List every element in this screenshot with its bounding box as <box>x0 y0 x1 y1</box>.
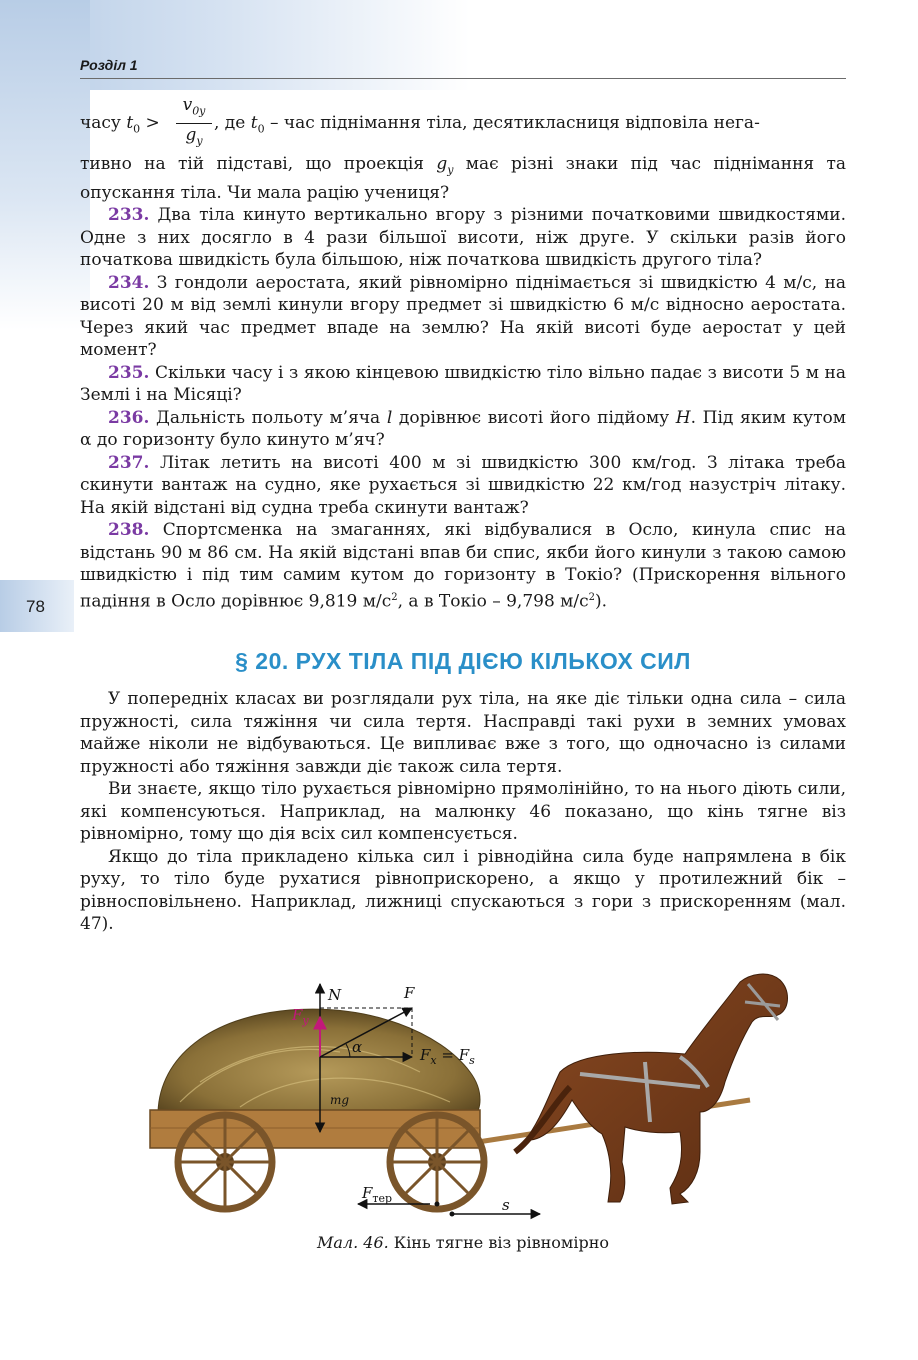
paragraph: Якщо до тіла прикладено кілька сил і рівнодійна сила буде напрямлена в бік руху, то тіло буде рухатися рівноприскорено, а якщо у протилежний бік – рівносповільнено. Наприклад, лижниці спускаються з гори з прискоренням (мал. 47). <box>80 846 846 934</box>
problems-block <box>80 153 846 613</box>
problem-number: 236. <box>108 407 150 428</box>
label-n: N <box>328 986 342 1004</box>
problem-232-continuation: тивно на тій підставі, що проекція $g_y$ має різні знаки під час піднімання та опускання тіла. Чи мала рацію учениця? <box>80 154 846 203</box>
label-fx-eq-fs: $F_x = F_s$ <box>420 1046 475 1067</box>
body-text <box>80 688 846 936</box>
formula-rest: , де $t_0$ – час піднімання тіла, десятикласниця відповіла нега- <box>214 113 760 136</box>
figure-46 <box>140 962 800 1232</box>
fraction-denominator: $g_y$ <box>185 125 203 148</box>
header-rule <box>80 78 846 79</box>
cart-wheel-rear <box>178 1115 272 1209</box>
label-mg: mg <box>330 1093 350 1107</box>
label-s: s <box>502 1196 510 1214</box>
horse-cart-illustration <box>140 962 800 1232</box>
label-fy: $F_y$ <box>292 1006 309 1027</box>
problem-237: 237. Літак летить на висоті 400 м зі швидкістю 300 км/год. З літака треба скинути вантаж на судно, яке рухається зі швидкістю 22 км/год назустріч літаку. На якій відстані від судна треба скинути вантаж? <box>80 452 846 518</box>
problem-238: 238. Спортсменка на змаганнях, які відбувалися в Осло, кинула спис на відстань 90 м 86 см. На якій відстані впав би спис, якби його кинули з такою самою швидкістю і під тим самим кутом до горизонту в Токіо? (Прискорення вільного падіння в Осло дорівнює 9,819 $м/с^2$, а в Токіо – 9,798 $м/с^2$). <box>80 520 846 612</box>
label-f-friction: $F_{тер}$ <box>362 1184 393 1205</box>
paragraph: Ви знаєте, якщо тіло рухається рівномірно прямолінійно, то на нього діють сили, які компенсуються. Наприклад, на малюнку 46 показано, що кінь тягне віз рівномірно, тому що дія всіх сил компенсується. <box>80 779 846 844</box>
horse <box>515 974 788 1204</box>
figure-caption: Мал. 46. Кінь тягне віз рівномірно <box>316 1233 610 1252</box>
fraction-numerator: $v_{0y}$ <box>182 95 206 118</box>
label-alpha: α <box>352 1038 363 1056</box>
fraction-bar <box>176 123 212 124</box>
cart-wheel-front <box>390 1115 484 1209</box>
paragraph: У попередніх класах ви розглядали рух тіла, на яке діє тільки одна сила – сила пружності, сила тяжіння чи сила тертя. Насправді такі рухи в земних умовах майже ніколи не відбуваються. Це випливає вже з того, що одночасно із силами пружності або тяжіння завжди діє також сила тертя. <box>80 689 846 777</box>
problem-236: 236. Дальність польоту м’яча l дорівнює висоті його підйому H. Під яким кутом α до горизонту було кинуто м’яч? <box>80 407 846 451</box>
page-number: 78 <box>26 597 45 616</box>
problem-233: 233. Два тіла кинуто вертикально вгору з різними початковими швидкостями. Одне з них досягло в 4 рази більшої висоти, ніж друге. У скільки разів його початкова швидкість була більшою, ніж початкова швидкість другого тіла? <box>80 205 846 271</box>
side-gradient <box>0 0 90 330</box>
problem-number: 237. <box>108 452 150 473</box>
problem-235: 235. Скільки часу і з якою кінцевою швидкістю тіло вільно падає з висоти 5 м на Землі і на Місяці? <box>80 362 846 406</box>
section-label: Розділ 1 <box>80 57 138 73</box>
section-heading: § 20. РУХ ТІЛА ПІД ДІЄЮ КІЛЬКОХ СИЛ <box>235 648 691 674</box>
formula-prefix: часу $t_0$ > <box>80 113 160 136</box>
formula-line <box>80 95 846 151</box>
label-f: F <box>404 984 415 1002</box>
problem-number: 238. <box>108 520 150 541</box>
problem-number: 234. <box>108 272 150 293</box>
problem-number: 233. <box>108 205 150 226</box>
problem-234: 234. З гондоли аеростата, який рівномірно піднімається зі швидкістю 4 м/с, на висоті 20 м від землі кинули вгору предмет зі швидкістю 6 м/с відносно аеростата. Через який час предмет впаде на землю? На якій висоті буде аеростат у цей момент? <box>80 272 846 361</box>
problem-number: 235. <box>108 362 150 383</box>
